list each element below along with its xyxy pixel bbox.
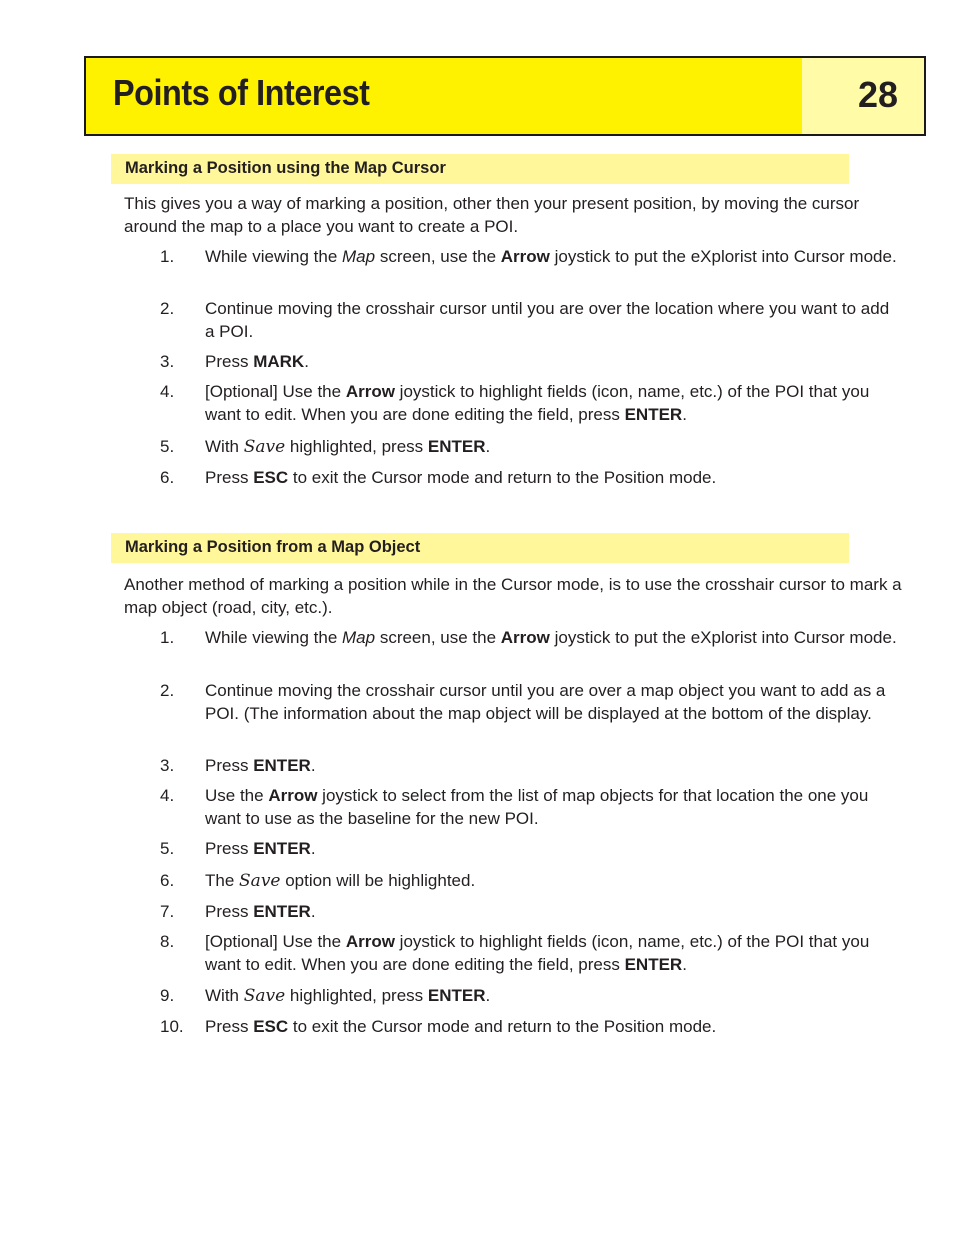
section-intro: Another method of marking a position while in the Cursor mode, is to use the crosshair cursor to mark a map object (road, city, etc.). [124, 575, 902, 617]
step-text: The Save option will be highlighted. [205, 871, 476, 891]
step-number: 7. [160, 902, 175, 921]
section-heading-bar [111, 154, 849, 184]
step-text: While viewing the Map screen, use the Arrow joystick to put the eXplorist into Cursor mode. [205, 247, 897, 266]
step-number: 4. [160, 382, 175, 401]
step-number: 3. [160, 756, 175, 775]
step-number: 5. [160, 437, 175, 456]
section-intro: This gives you a way of marking a position, other then your present position, by moving the cursor around the map to a place you want to create a POI. [124, 194, 860, 236]
step-number: 2. [160, 681, 175, 700]
step-text: Press MARK. [205, 352, 309, 371]
step-text: Continue moving the crosshair cursor until you are over a map object you want to add as a POI. (The information about the map object will be displayed at the bottom of the display. [205, 681, 886, 723]
step-number: 1. [160, 247, 175, 266]
chapter-header [84, 56, 926, 136]
step-text: Continue moving the crosshair cursor until you are over the location where you want to add a POI. [205, 299, 890, 341]
step-number: 6. [160, 468, 175, 487]
step-text: Press ENTER. [205, 839, 316, 858]
step-text: While viewing the Map screen, use the Arrow joystick to put the eXplorist into Cursor mode. [205, 628, 897, 647]
page-number-box [802, 58, 924, 134]
step-number: 6. [160, 871, 175, 890]
section-heading-bar [111, 533, 849, 563]
step-text: Press ENTER. [205, 756, 316, 775]
step-number: 10. [160, 1017, 184, 1036]
step-number: 5. [160, 839, 175, 858]
step-text: With Save highlighted, press ENTER. [205, 437, 491, 457]
step-text: With Save highlighted, press ENTER. [205, 986, 491, 1006]
step-number: 3. [160, 352, 175, 371]
chapter-title: Points of Interest [113, 72, 370, 113]
page-number: 28 [857, 74, 898, 115]
step-number: 8. [160, 932, 175, 951]
step-number: 2. [160, 299, 175, 318]
step-text: Press ESC to exit the Cursor mode and return to the Position mode. [205, 468, 717, 487]
step-text: Press ENTER. [205, 902, 316, 921]
step-text: [Optional] Use the Arrow joystick to highlight fields (icon, name, etc.) of the POI that you want to edit. When you are done editing the field, press ENTER. [205, 932, 870, 974]
step-text: Press ESC to exit the Cursor mode and return to the Position mode. [205, 1017, 717, 1036]
step-number: 4. [160, 786, 175, 805]
section-title: Marking a Position using the Map Cursor [125, 159, 446, 177]
step-number: 9. [160, 986, 175, 1005]
step-text: [Optional] Use the Arrow joystick to highlight fields (icon, name, etc.) of the POI that you want to edit. When you are done editing the field, press ENTER. [205, 382, 870, 424]
section-title: Marking a Position from a Map Object [125, 538, 421, 556]
step-text: Use the Arrow joystick to select from the list of map objects for that location the one you want to use as the baseline for the new POI. [205, 786, 869, 828]
step-number: 1. [160, 628, 175, 647]
chapter-title-box [86, 58, 802, 134]
